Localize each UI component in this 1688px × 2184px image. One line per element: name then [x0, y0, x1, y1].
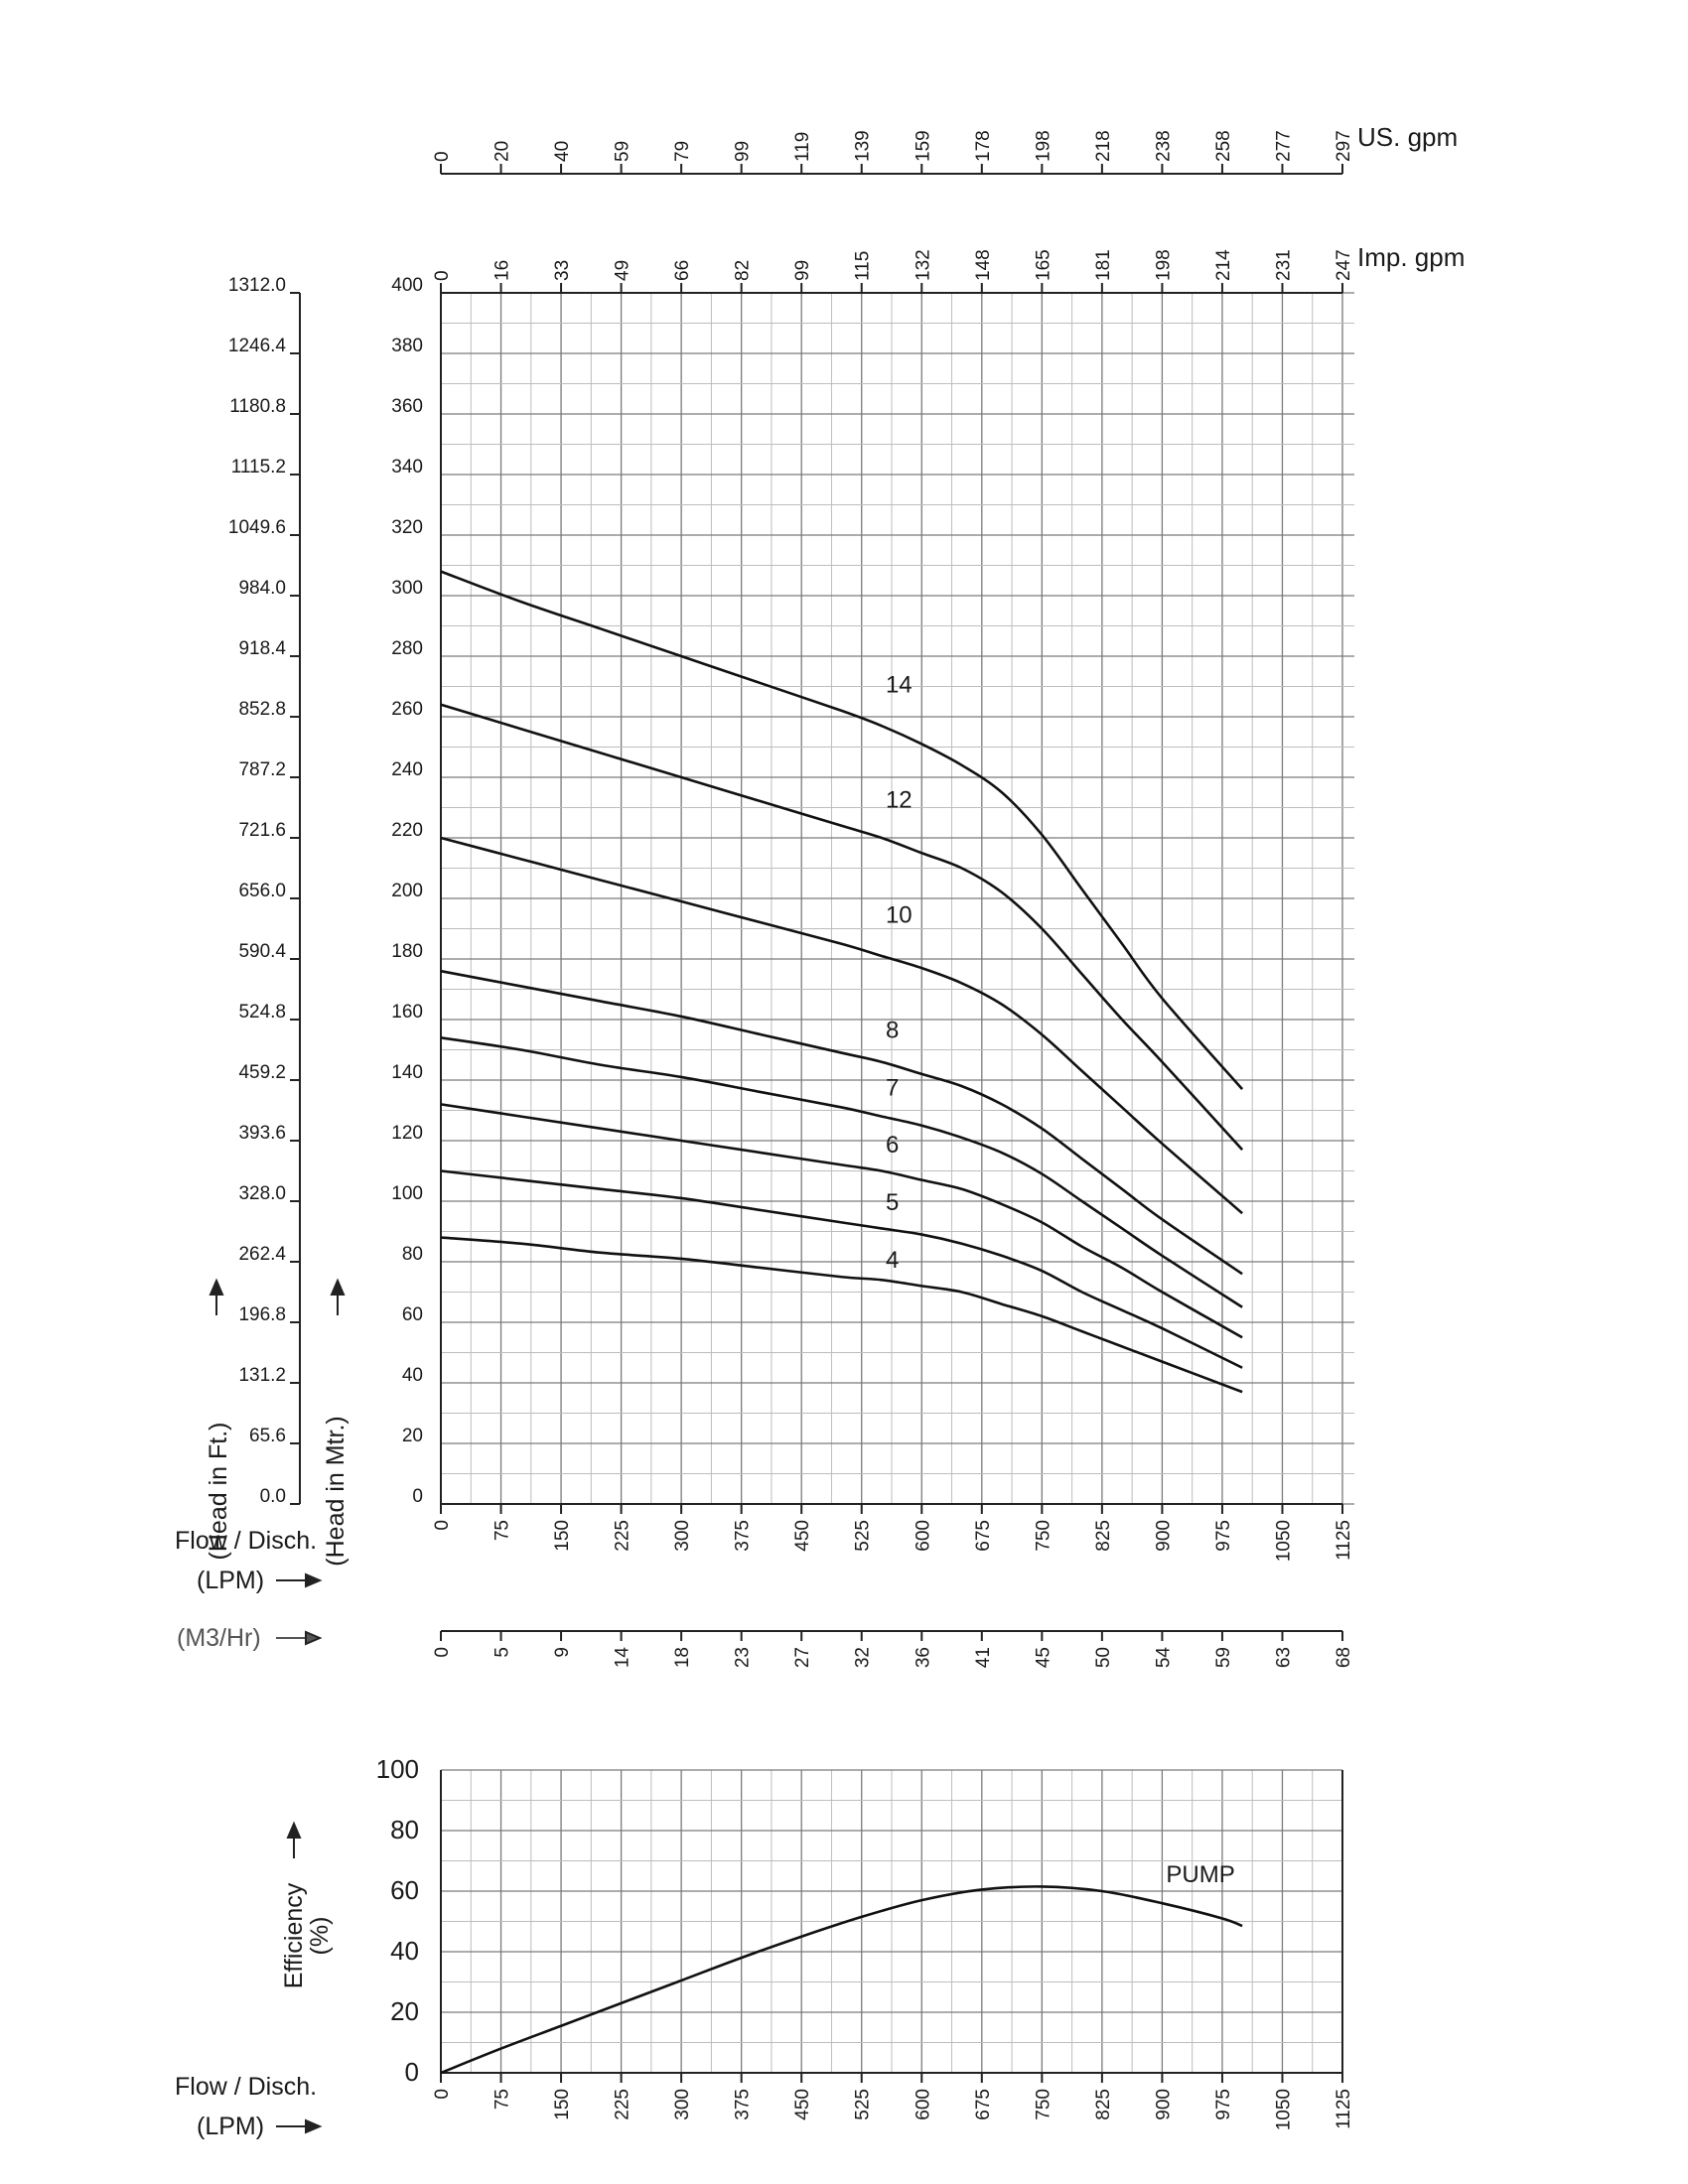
efficiency-x-tick-label: 525: [852, 2089, 874, 2120]
m3hr-tick-label: 54: [1153, 1647, 1175, 1669]
head-ft-tick-label: 1049.6: [227, 517, 286, 538]
lpm-label-head: (LPM): [197, 1567, 265, 1594]
head-ft-tick-label: 393.6: [238, 1123, 286, 1144]
head-mtr-tick-label: 360: [391, 396, 423, 417]
m3hr-tick-label: 9: [552, 1647, 574, 1658]
head-mtr-tick-label: 340: [391, 457, 423, 478]
flow-disch-label-eff: Flow / Disch.: [175, 2073, 318, 2101]
m3hr-tick-label: 5: [492, 1647, 513, 1658]
m3hr-tick-label: 45: [1033, 1647, 1055, 1669]
efficiency-x-tick-label: 825: [1092, 2089, 1114, 2120]
us-gpm-tick-label: 20: [492, 140, 513, 162]
efficiency-x-tick-label: 225: [612, 2089, 633, 2120]
efficiency-x-tick-label: 675: [972, 2089, 994, 2120]
head-ft-tick-label: 196.8: [238, 1304, 286, 1325]
head-curve-label-stage-7: 7: [885, 1074, 900, 1102]
lpm-tick-label: 300: [672, 1520, 694, 1552]
efficiency-x-tick-label: 300: [672, 2089, 694, 2120]
m3hr-tick-label: 0: [432, 1647, 453, 1658]
imp-gpm-tick-label: 49: [612, 259, 633, 281]
imp-gpm-tick-label: 165: [1033, 249, 1055, 281]
imp-gpm-tick-label: 198: [1153, 249, 1175, 281]
head-mtr-tick-label: 160: [391, 1002, 423, 1023]
efficiency-x-tick-label: 375: [732, 2089, 754, 2120]
m3hr-tick-label: 68: [1334, 1647, 1354, 1669]
us-gpm-tick-label: 59: [612, 140, 633, 162]
head-mtr-tick-label: 60: [401, 1304, 423, 1325]
imp-gpm-tick-label: 0: [432, 270, 453, 281]
head-ft-tick-label: 328.0: [238, 1183, 286, 1204]
m3hr-tick-label: 27: [792, 1647, 814, 1669]
head-mtr-tick-label: 220: [391, 820, 423, 841]
efficiency-x-tick-label: 450: [792, 2089, 814, 2120]
head-ft-tick-label: 656.0: [238, 881, 286, 901]
efficiency-x-tick-label: 600: [913, 2089, 934, 2120]
head-curve-label-stage-12: 12: [885, 786, 913, 814]
head-curve-label-stage-4: 4: [885, 1247, 900, 1275]
lpm-tick-label: 1050: [1273, 1520, 1295, 1563]
m3hr-tick-label: 50: [1092, 1647, 1114, 1669]
us-gpm-tick-label: 238: [1153, 130, 1175, 162]
head-ft-tick-label: 65.6: [249, 1426, 286, 1446]
axis-arrows: [211, 1281, 344, 2132]
head-curve-label-stage-6: 6: [885, 1132, 900, 1160]
us-gpm-tick-label: 40: [552, 140, 574, 162]
us-gpm-tick-label: 0: [432, 151, 453, 162]
imp-gpm-tick-label: 132: [913, 249, 934, 281]
head-mtr-tick-label: 280: [391, 638, 423, 659]
m3hr-tick-label: 18: [672, 1647, 694, 1669]
us-gpm-tick-label: 258: [1212, 130, 1234, 162]
head-mtr-tick-label: 400: [391, 275, 423, 296]
head-mtr-tick-label: 0: [412, 1486, 423, 1507]
head-mtr-tick-label: 100: [391, 1183, 423, 1204]
m3hr-tick-label: 41: [972, 1647, 994, 1669]
efficiency-tick-label: 80: [390, 1815, 419, 1844]
head-ft-tick-label: 0.0: [259, 1486, 286, 1507]
lpm-tick-label: 1125: [1334, 1520, 1354, 1561]
head-mtr-tick-label: 320: [391, 517, 423, 538]
us-gpm-tick-label: 139: [852, 130, 874, 162]
head-ft-tick-label: 590.4: [238, 941, 286, 962]
lpm-tick-label: 450: [792, 1520, 814, 1552]
lpm-tick-label: 600: [913, 1520, 934, 1552]
us-gpm-unit-label: US. gpm: [1357, 122, 1459, 152]
head-mtr-tick-label: 380: [391, 336, 423, 356]
lpm-tick-label: 150: [552, 1520, 574, 1552]
us-gpm-tick-label: 119: [792, 131, 814, 162]
head-ft-tick-label: 131.2: [238, 1365, 286, 1386]
efficiency-tick-label: 0: [404, 2057, 419, 2087]
m3hr-tick-label: 63: [1273, 1647, 1295, 1669]
head-mtr-tick-label: 120: [391, 1123, 423, 1144]
m3hr-tick-label: 23: [732, 1647, 754, 1669]
m3hr-tick-label: 36: [913, 1647, 934, 1669]
lpm-tick-label: 825: [1092, 1520, 1114, 1552]
lpm-tick-label: 225: [612, 1520, 633, 1552]
efficiency-axis-title: Efficiency: [280, 1882, 308, 1989]
lpm-tick-label: 675: [972, 1520, 994, 1552]
us-gpm-tick-label: 198: [1033, 130, 1055, 162]
head-curve-label-stage-10: 10: [885, 901, 913, 929]
efficiency-tick-label: 20: [390, 1996, 419, 2026]
head-curve-label-stage-8: 8: [885, 1017, 900, 1044]
head-ft-axis-title: (Head in Ft.): [205, 1422, 232, 1561]
m3hr-tick-label: 14: [612, 1647, 633, 1669]
head-mtr-tick-label: 80: [401, 1244, 423, 1265]
efficiency-x-tick-label: 150: [552, 2089, 574, 2120]
axes: [290, 164, 1342, 2083]
m3hr-tick-label: 32: [852, 1647, 874, 1669]
head-mtr-tick-label: 20: [401, 1426, 423, 1446]
head-ft-tick-label: 852.8: [238, 699, 286, 720]
head-mtr-tick-label: 240: [391, 759, 423, 780]
imp-gpm-tick-label: 214: [1212, 249, 1234, 281]
head-ft-tick-label: 1246.4: [227, 336, 286, 356]
imp-gpm-tick-label: 33: [552, 259, 574, 281]
us-gpm-tick-label: 79: [672, 140, 694, 162]
imp-gpm-tick-label: 66: [672, 259, 694, 281]
us-gpm-tick-label: 178: [972, 130, 994, 162]
us-gpm-tick-label: 159: [913, 130, 934, 162]
flow-disch-label-head: Flow / Disch.: [175, 1527, 318, 1555]
lpm-tick-label: 975: [1212, 1520, 1234, 1552]
efficiency-chart-grid: [441, 1770, 1342, 2073]
head-ft-tick-label: 984.0: [238, 578, 286, 599]
efficiency-x-tick-label: 1125: [1334, 2089, 1354, 2129]
lpm-label-eff: (LPM): [197, 2113, 265, 2140]
us-gpm-tick-label: 277: [1273, 130, 1295, 162]
imp-gpm-tick-label: 231: [1273, 249, 1295, 281]
head-curve-label-stage-14: 14: [885, 671, 913, 699]
imp-gpm-tick-label: 16: [492, 259, 513, 281]
efficiency-x-tick-label: 75: [492, 2089, 513, 2111]
head-mtr-tick-label: 140: [391, 1062, 423, 1083]
m3hr-label: (M3/Hr): [177, 1624, 261, 1652]
us-gpm-tick-label: 218: [1092, 130, 1114, 162]
imp-gpm-tick-label: 148: [972, 249, 994, 281]
imp-gpm-unit-label: Imp. gpm: [1357, 242, 1466, 272]
efficiency-curve-label-pump: PUMP: [1166, 1860, 1235, 1888]
imp-gpm-tick-label: 82: [732, 259, 754, 281]
lpm-tick-label: 75: [492, 1520, 513, 1542]
imp-gpm-tick-label: 99: [792, 259, 814, 281]
efficiency-tick-label: 60: [390, 1875, 419, 1905]
head-mtr-tick-label: 40: [401, 1365, 423, 1386]
efficiency-axis-unit: (%): [306, 1916, 334, 1956]
head-mtr-tick-label: 300: [391, 578, 423, 599]
lpm-tick-label: 900: [1153, 1520, 1175, 1552]
head-ft-tick-label: 787.2: [238, 759, 286, 780]
imp-gpm-tick-label: 247: [1334, 249, 1354, 281]
efficiency-x-tick-label: 750: [1033, 2089, 1055, 2120]
efficiency-tick-label: 100: [375, 1754, 419, 1784]
us-gpm-tick-label: 99: [732, 140, 754, 162]
head-ft-tick-label: 1180.8: [229, 396, 286, 417]
head-ft-tick-label: 459.2: [238, 1062, 286, 1083]
efficiency-x-tick-label: 900: [1153, 2089, 1175, 2120]
m3hr-tick-label: 59: [1212, 1647, 1234, 1669]
lpm-tick-label: 525: [852, 1520, 874, 1552]
head-curve-label-stage-5: 5: [885, 1189, 900, 1217]
us-gpm-tick-label: 297: [1334, 130, 1354, 162]
lpm-tick-label: 750: [1033, 1520, 1055, 1552]
imp-gpm-tick-label: 181: [1092, 249, 1114, 281]
head-ft-tick-label: 524.8: [238, 1002, 286, 1023]
head-mtr-tick-label: 180: [391, 941, 423, 962]
efficiency-x-tick-label: 975: [1212, 2089, 1234, 2120]
head-ft-tick-label: 721.6: [238, 820, 286, 841]
head-ft-tick-label: 262.4: [238, 1244, 286, 1265]
head-mtr-tick-label: 260: [391, 699, 423, 720]
head-ft-tick-label: 918.4: [238, 638, 286, 659]
head-ft-tick-label: 1312.0: [227, 275, 286, 296]
efficiency-x-tick-label: 1050: [1273, 2089, 1295, 2131]
head-mtr-tick-label: 200: [391, 881, 423, 901]
efficiency-tick-label: 40: [390, 1936, 419, 1966]
efficiency-x-tick-label: 0: [432, 2089, 453, 2100]
lpm-tick-label: 0: [432, 1520, 453, 1531]
head-mtr-axis-title: (Head in Mtr.): [322, 1416, 350, 1567]
head-ft-tick-label: 1115.2: [230, 457, 286, 478]
imp-gpm-tick-label: 115: [852, 250, 874, 281]
lpm-tick-label: 375: [732, 1520, 754, 1552]
